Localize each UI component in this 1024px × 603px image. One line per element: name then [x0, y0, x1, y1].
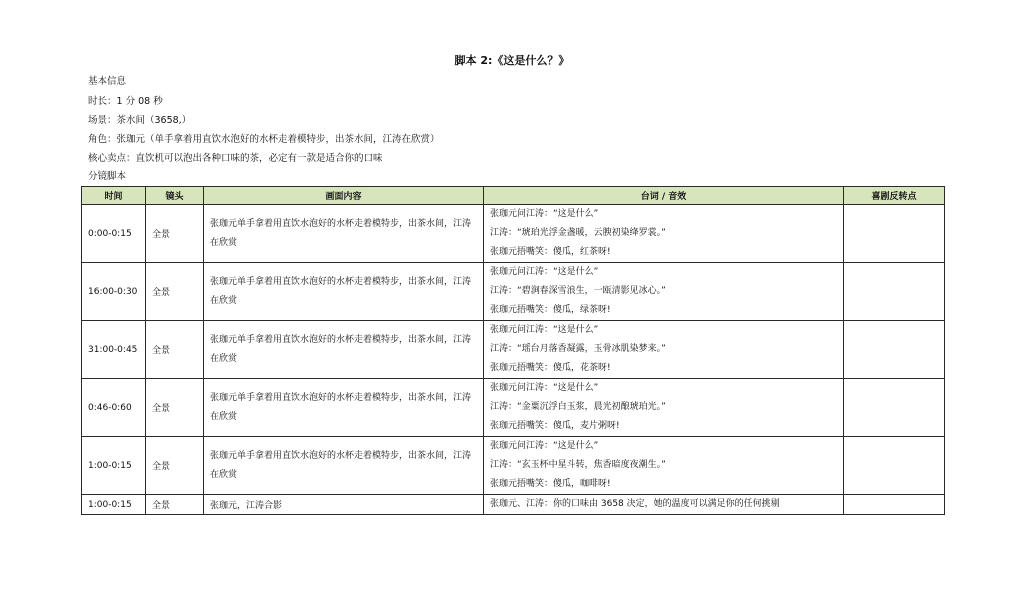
content-cell: 张珈元单手拿着用直饮水泡好的水杯走着模特步，出茶水间，江涛在欣赏 — [204, 321, 484, 379]
time-cell: 0:00-0:15 — [82, 205, 146, 263]
table-row — [82, 495, 945, 515]
time-cell: 31:00-0:45 — [82, 321, 146, 379]
scene-text: 场景：茶水间（3658,） — [88, 115, 192, 126]
selling-point-text: 核心卖点：直饮机可以泡出各种口味的茶，必定有一款是适合你的口味 — [88, 153, 383, 164]
line-text: 张珈元捂嘴笑：傻瓜，绿茶呀! — [490, 305, 611, 315]
twist-cell — [844, 379, 945, 437]
table-row — [82, 205, 945, 263]
shot-cell: 全景 — [146, 263, 204, 321]
time-cell: 1:00-0:15 — [82, 495, 146, 515]
lines-cell — [484, 495, 844, 515]
line-text: 江涛：“瑶台月落香凝露，玉骨冰肌染梦来。” — [490, 344, 666, 354]
duration-text: 时长：1 分 08 秒 — [88, 96, 163, 107]
basic-info-heading: 基本信息 — [88, 76, 127, 87]
line-text: 张珈元、江涛：你的口味由 3658 决定，她的温度可以满足你的任何挑剔 — [490, 499, 780, 509]
twist-cell — [844, 321, 945, 379]
twist-cell — [844, 263, 945, 321]
line-text: 张珈元问江涛：“这是什么” — [490, 325, 599, 335]
shot-cell: 全景 — [146, 205, 204, 263]
lines-cell — [484, 321, 844, 379]
header-twist: 喜剧反转点 — [844, 187, 945, 205]
content-cell: 张珈元单手拿着用直饮水泡好的水杯走着模特步，出茶水间，江涛在欣赏 — [204, 205, 484, 263]
table-header-row — [82, 187, 945, 205]
header-lines: 台词 / 音效 — [484, 187, 844, 205]
shot-cell: 全景 — [146, 495, 204, 515]
line-text: 张珈元捂嘴笑：傻瓜，咖啡呀! — [490, 479, 611, 489]
time-cell: 1:00-0:15 — [82, 437, 146, 495]
character-text: 角色：张珈元（单手拿着用直饮水泡好的水杯走着模特步，出茶水间，江涛在欣赏） — [88, 134, 440, 145]
line-text: 张珈元捂嘴笑：傻瓜，红茶呀! — [490, 247, 611, 257]
content-cell: 张珈元单手拿着用直饮水泡好的水杯走着模特步，出茶水间，江涛在欣赏 — [204, 437, 484, 495]
line-text: 江涛：“金粟沉浮白玉浆，晨光初酿琥珀光。” — [490, 402, 666, 412]
twist-cell — [844, 495, 945, 515]
line-text: 江涛：“碧涧春深雪浪生，一瓯清影见冰心。” — [490, 286, 666, 296]
table-row — [82, 437, 945, 495]
time-cell: 0:46-0:60 — [82, 379, 146, 437]
shot-cell: 全景 — [146, 321, 204, 379]
storyboard-table — [81, 186, 945, 515]
line-text: 张珈元捂嘴笑：傻瓜，花茶呀! — [490, 363, 611, 373]
lines-cell — [484, 263, 844, 321]
twist-cell — [844, 205, 945, 263]
line-text: 江涛：“玄玉杯中星斗转，焦香暗度夜潮生。” — [490, 460, 666, 470]
table-row — [82, 379, 945, 437]
content-cell: 张珈元单手拿着用直饮水泡好的水杯走着模特步，出茶水间，江涛在欣赏 — [204, 263, 484, 321]
storyboard-heading: 分镜脚本 — [88, 171, 127, 182]
line-text: 张珈元问江涛：“这是什么” — [490, 383, 599, 393]
shot-cell: 全景 — [146, 437, 204, 495]
header-content: 画面内容 — [204, 187, 484, 205]
header-time: 时间 — [82, 187, 146, 205]
time-cell: 16:00-0:30 — [82, 263, 146, 321]
shot-cell: 全景 — [146, 379, 204, 437]
line-text: 张珈元问江涛：“这是什么” — [490, 209, 599, 219]
table-row — [82, 321, 945, 379]
lines-cell — [484, 437, 844, 495]
line-text: 张珈元捂嘴笑：傻瓜，麦片粥呀! — [490, 421, 620, 431]
line-text: 张珈元问江涛：“这是什么” — [490, 441, 599, 451]
document-title: 脚本 2:《这是什么？》 — [454, 54, 570, 67]
twist-cell — [844, 437, 945, 495]
lines-cell — [484, 205, 844, 263]
line-text: 张珈元问江涛：“这是什么” — [490, 267, 599, 277]
lines-cell — [484, 379, 844, 437]
table-row — [82, 263, 945, 321]
header-shot: 镜头 — [146, 187, 204, 205]
content-cell: 张珈元，江涛合影 — [204, 495, 484, 515]
line-text: 江涛：“琥珀光浮金盏暖，云腴初染绛罗裳。” — [490, 228, 666, 238]
content-cell: 张珈元单手拿着用直饮水泡好的水杯走着模特步，出茶水间，江涛在欣赏 — [204, 379, 484, 437]
